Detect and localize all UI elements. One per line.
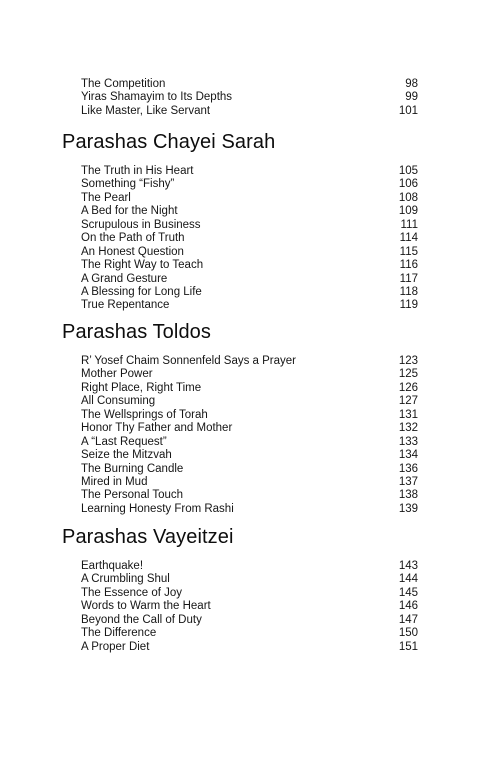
toc-entry: [81, 246, 418, 259]
entry-page-number: 111: [400, 218, 418, 231]
toc-entry: [81, 449, 418, 462]
section-heading: Parashas Vayeitzei: [62, 526, 234, 548]
entry-page-number: 115: [399, 245, 418, 258]
entry-title: A Crumbling Shul: [81, 573, 170, 586]
entry-page-number: 147: [398, 613, 418, 626]
section-heading: Parashas Chayei Sarah: [62, 131, 276, 153]
entry-page-number: 139: [398, 502, 418, 515]
toc-entry: [81, 489, 418, 502]
entry-list: [62, 165, 418, 313]
section-vayeitzei: [62, 526, 418, 654]
entry-page-number: 151: [398, 640, 418, 653]
toc-entry: [81, 178, 418, 191]
toc-entry: [81, 436, 418, 449]
section-heading: Parashas Toldos: [62, 321, 211, 343]
toc-entry: [81, 299, 418, 312]
toc-entry: [81, 382, 418, 395]
entry-title: Honor Thy Father and Mother: [81, 422, 233, 435]
entry-title: R’ Yosef Chaim Sonnenfeld Says a Prayer: [81, 355, 297, 367]
toc-entry: [81, 273, 418, 286]
toc-entry: [81, 600, 418, 613]
entry-title: Earthquake!: [81, 560, 144, 572]
entry-title: A Grand Gesture: [81, 272, 168, 285]
toc-entry: [81, 105, 418, 118]
entry-title: Words to Warm the Heart: [81, 600, 211, 613]
entry-page-number: 146: [398, 600, 418, 613]
entry-title: A Bed for the Night: [81, 205, 178, 218]
entry-list: [62, 355, 418, 516]
toc-entry: [81, 395, 418, 408]
toc-entry: [81, 259, 418, 272]
entry-page-number: 143: [398, 560, 418, 572]
toc-entry: [81, 232, 418, 245]
entry-page-number: 106: [398, 178, 418, 191]
entry-title: All Consuming: [81, 395, 156, 408]
toc-entry: [81, 627, 418, 640]
entry-title: An Honest Question: [81, 245, 184, 258]
entry-page-number: 138: [398, 489, 418, 502]
entry-page-number: 134: [398, 449, 418, 462]
entry-page-number: 117: [399, 272, 418, 285]
toc-entry: [81, 587, 418, 600]
toc-entry: [81, 165, 418, 178]
toc-entry: [81, 355, 418, 368]
entry-title: Yiras Shamayim to Its Depths: [81, 91, 233, 104]
entry-page-number: 105: [398, 165, 418, 177]
entry-title: The Truth in His Heart: [81, 165, 194, 177]
entry-page-number: 118: [399, 285, 418, 298]
entry-title: Beyond the Call of Duty: [81, 613, 202, 626]
entry-page-number: 123: [398, 355, 418, 367]
toc-entry: [81, 368, 418, 381]
toc-entry: [81, 422, 418, 435]
entry-title: Right Place, Right Time: [81, 381, 202, 394]
entry-page-number: 144: [398, 573, 418, 586]
entry-page-number: 126: [398, 381, 418, 394]
toc-entry: [81, 192, 418, 205]
entry-page-number: 98: [405, 78, 418, 90]
section-chayei-sarah: [62, 131, 418, 313]
entry-page-number: 109: [398, 205, 418, 218]
entry-page-number: 119: [399, 299, 418, 312]
entry-title: A Proper Diet: [81, 640, 150, 653]
entry-title: Mired in Mud: [81, 475, 148, 488]
entry-page-number: 132: [398, 422, 418, 435]
toc-entry: [81, 503, 418, 516]
entry-page-number: 116: [399, 259, 418, 272]
toc-entry: [81, 205, 418, 218]
toc-entry: [81, 573, 418, 586]
entry-title: True Repentance: [81, 299, 170, 312]
entry-page-number: 131: [398, 408, 418, 421]
toc-entry: [81, 476, 418, 489]
entry-title: A “Last Request”: [81, 435, 167, 448]
entry-title: The Pearl: [81, 191, 131, 204]
toc-entry: [81, 409, 418, 422]
entry-title: The Essence of Joy: [81, 586, 182, 599]
entry-title: The Difference: [81, 627, 157, 640]
entry-title: On the Path of Truth: [81, 232, 185, 245]
toc-entry: [81, 463, 418, 476]
entry-title: A Blessing for Long Life: [81, 285, 202, 298]
entry-page-number: 136: [398, 462, 418, 475]
toc-entry: [81, 614, 418, 627]
continued-entries: [81, 78, 418, 118]
toc-entry: [81, 219, 418, 232]
entry-page-number: 137: [398, 475, 418, 488]
entry-page-number: 127: [398, 395, 418, 408]
entry-page-number: 101: [398, 104, 418, 117]
entry-title: The Right Way to Teach: [81, 259, 204, 272]
entry-title: Like Master, Like Servant: [81, 104, 211, 117]
entry-page-number: 150: [398, 627, 418, 640]
entry-page-number: 114: [399, 232, 418, 245]
entry-title: Something “Fishy”: [81, 178, 175, 191]
section-toldos: [62, 321, 418, 516]
entry-title: The Personal Touch: [81, 489, 184, 502]
toc-entry: [81, 91, 418, 104]
entry-page-number: 99: [405, 91, 418, 104]
toc-entry: [81, 641, 418, 654]
toc-entry: [81, 560, 418, 573]
entry-page-number: 125: [398, 368, 418, 381]
entry-title: Mother Power: [81, 368, 153, 381]
entry-page-number: 108: [398, 191, 418, 204]
entry-title: The Burning Candle: [81, 462, 184, 475]
entry-title: Learning Honesty From Rashi: [81, 502, 234, 515]
entry-title: Seize the Mitzvah: [81, 449, 172, 462]
entry-title: Scrupulous in Business: [81, 218, 201, 231]
entry-title: The Competition: [81, 78, 166, 90]
toc-entry: [81, 286, 418, 299]
entry-page-number: 145: [398, 586, 418, 599]
entry-page-number: 133: [398, 435, 418, 448]
entry-title: The Wellsprings of Torah: [81, 408, 208, 421]
toc-entry: [81, 78, 418, 91]
entry-list: [62, 560, 418, 654]
